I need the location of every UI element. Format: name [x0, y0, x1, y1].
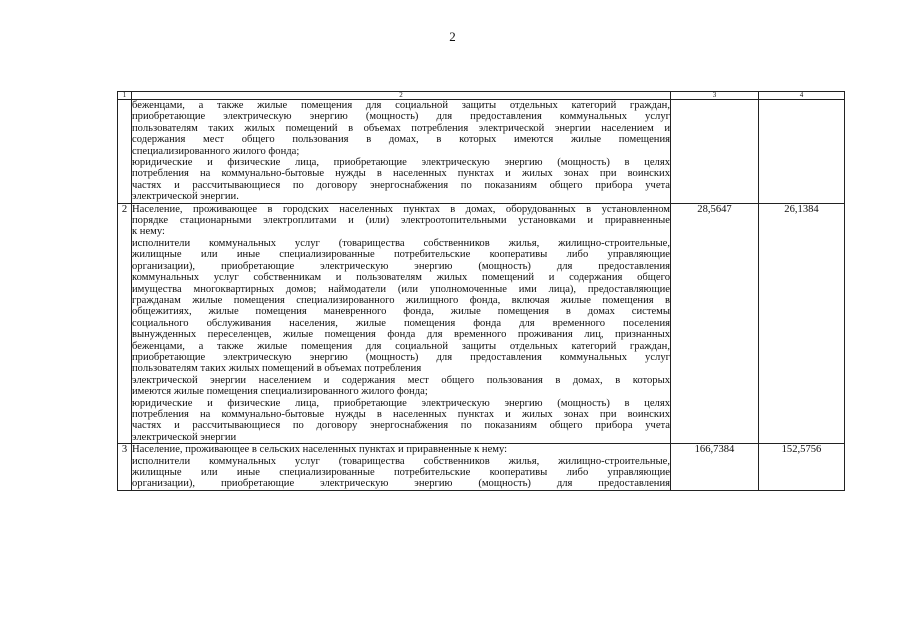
tariff-value-col4: 26,1384	[759, 203, 845, 444]
row-number	[118, 100, 132, 204]
text-line: электрической энергии.	[132, 191, 239, 203]
text-line: исполнители коммунальных услуг (товарищества собственников жилья, жилищно-строительные,	[132, 237, 670, 249]
text-line: жилищные или иные специализированные потребительские кооперативы либо управляющие	[132, 249, 670, 261]
text-line: вынужденных переселенцев, жилые помещения фонда для временного проживания лиц, признанных	[132, 329, 670, 341]
text-line: пользователям таких жилых помещений в объемах потребления	[132, 363, 422, 375]
tariff-table	[117, 91, 845, 491]
text-line: имеются жилые помещения специализированного жилого фонда;	[132, 386, 428, 398]
text-line: гражданам жилые помещения специализированного жилищного фонда, включая жилые помещения в	[132, 294, 670, 306]
text-line: исполнители коммунальных услуг (товарищества собственников жилья, жилищно-строительные,	[132, 455, 670, 467]
text-line: беженцами, а также жилые помещения для социальной защиты отдельных категорий граждан,	[132, 100, 670, 111]
text-line: приобретающие электрическую энергию (мощность) для предоставления коммунальных услуг	[132, 351, 670, 363]
text-line: электрической энергии населением и содержания мест общего пользования в домах, в которых	[132, 374, 670, 386]
table-row	[118, 203, 845, 444]
text-line: организации), приобретающие электрическую энергию (мощность) для предоставления	[132, 478, 670, 490]
text-line: частях и рассчитывающиеся по договору энергоснабжения по показаниям общего прибора учета	[132, 179, 670, 191]
tariff-value-col3: 166,7384	[671, 444, 759, 491]
text-line: к нему:	[132, 226, 165, 238]
column-number-4: 4	[759, 92, 845, 100]
row-number: 3	[118, 444, 132, 491]
row-number: 2	[118, 203, 132, 444]
text-line: общежитиях, жилые помещения маневренного фонда, жилые помещения в домах системы	[132, 306, 670, 318]
table-row	[118, 100, 845, 204]
text-line: Население, проживающее в городских населенных пунктах в домах, оборудованных в установленном	[132, 203, 670, 215]
text-line: организации), приобретающие электрическую энергию (мощность) для предоставления	[132, 260, 670, 272]
tariff-value-col3	[671, 100, 759, 204]
text-line: жилищные или иные специализированные потребительские кооперативы либо управляющие	[132, 467, 670, 478]
tariff-value-col3: 28,5647	[671, 203, 759, 444]
row-description	[132, 203, 671, 444]
text-line: Население, проживающее в сельских населенных пунктах и приравненные к нему:	[132, 444, 508, 456]
text-line: порядке стационарными электроплитами и (или) электроотопительными установками и приравненные	[132, 215, 670, 227]
table-header-row	[118, 92, 845, 100]
text-line: беженцами, а также жилые помещения для социальной защиты отдельных категорий граждан,	[132, 340, 670, 352]
text-line: частях и рассчитывающиеся по договору энергоснабжения по показаниям общего прибора учета	[132, 420, 670, 432]
text-line: потребления на коммунально-бытовые нужды в населенных пунктах и жилых зонах при воинских	[132, 168, 670, 180]
text-line: имущества многоквартирных домов; наймодатели (или уполномоченные ими лица), предоставляющие	[132, 283, 670, 295]
page-number: 2	[449, 29, 456, 44]
text-line: юридические и физические лица, приобретающие электрическую энергию (мощность) в целях	[132, 157, 670, 169]
tariff-value-col4	[759, 100, 845, 204]
text-line: социального обслуживания населения, жилые помещения фонда для временного поселения	[132, 317, 670, 329]
text-line: юридические и физические лица, приобретающие электрическую энергию (мощность) в целях	[132, 397, 670, 409]
tariff-value-col4: 152,5756	[759, 444, 845, 491]
text-line: пользователям таких жилых помещений в объемах потребления электрической энергии населением и	[132, 122, 670, 134]
text-line: потребления на коммунально-бытовые нужды в населенных пунктах и жилых зонах при воинских	[132, 408, 670, 420]
table-row	[118, 444, 845, 491]
text-line: коммунальных услуг собственникам и пользователям жилых помещений и содержания общего	[132, 272, 670, 284]
column-number-1: 1	[118, 92, 132, 100]
row-description	[132, 100, 671, 204]
text-line: приобретающие электрическую энергию (мощность) для предоставления коммунальных услуг	[132, 111, 670, 123]
text-line: специализированного жилого фонда;	[132, 145, 300, 157]
column-number-2: 2	[132, 92, 671, 100]
row-description	[132, 444, 671, 491]
text-line: электрической энергии	[132, 431, 237, 443]
column-number-3: 3	[671, 92, 759, 100]
text-line: содержания мест общего пользования в домах, в которых имеются жилые помещения	[132, 134, 670, 146]
